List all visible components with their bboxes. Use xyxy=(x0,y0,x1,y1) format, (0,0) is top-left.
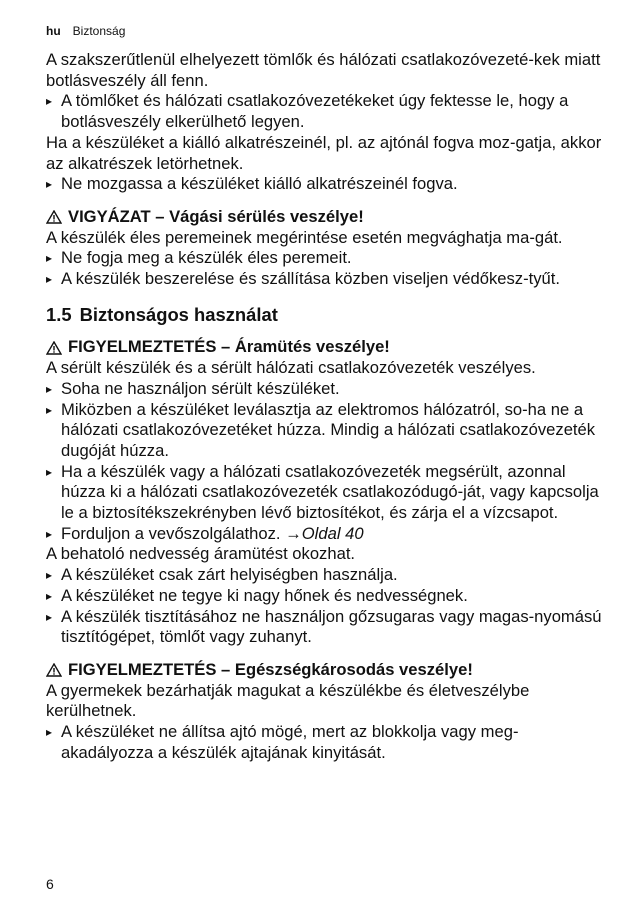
bullet-text: Forduljon a vevőszolgálathoz. xyxy=(61,523,281,543)
bullet-item: ▸ A készüléket ne tegye ki nagy hőnek és nedvességnek. xyxy=(46,586,604,607)
bullet-item: ▸ A készüléket csak zárt helyiségben használja. xyxy=(46,565,604,586)
language-code: hu xyxy=(46,24,61,38)
warning-triangle-icon xyxy=(46,210,62,224)
paragraph: A sérült készülék és a sérült hálózati csatlakozóvezeték veszélyes. xyxy=(46,358,536,378)
warning-triangle-icon xyxy=(46,663,62,677)
warning-title: FIGYELMEZTETÉS – Áramütés veszélye! xyxy=(68,337,390,357)
section-title: Biztonságos használat xyxy=(79,303,278,325)
bullet-item: ▸ Soha ne használjon sérült készüléket. xyxy=(46,379,604,400)
paragraph: A behatoló nedvesség áramütést okozhat. xyxy=(46,544,356,564)
page-reference-link[interactable]: →Oldal 40 xyxy=(285,523,364,543)
paragraph: A készülék éles peremeinek megérintése esetén megvághatja ma-gát. xyxy=(46,227,563,247)
bullet-item: ▸ Ne fogja meg a készülék éles peremeit. xyxy=(46,248,604,269)
bullet-item: ▸ Ha a készülék vagy a hálózati csatlakozóvezeték megsérült, azonnal húzza ki a hálózati csatlakozóvezeték csatlakozódugó-ját, vagy kapcsolja le a biztosítékszekrényben lévő biztosítékot, és zárja el a vízcsapot. xyxy=(46,462,604,524)
page-content xyxy=(46,50,604,764)
bullet-item: ▸ A készüléket ne állítsa ajtó mögé, mert az blokkolja vagy meg-akadályozza a készülék ajtajának kinyitását. xyxy=(46,722,604,763)
paragraph: Ha a készüléket a kiálló alkatrészeinél, pl. az ajtónál fogva moz-gatja, akkor az alkatrészek letörhetnek. xyxy=(46,132,602,173)
bullet-item: ▸ A tömlőket és hálózati csatlakozóvezetékeket úgy fektesse le, hogy a botlásveszély elkerülhető legyen. xyxy=(46,91,604,132)
bullet-item: ▸ A készülék beszerelése és szállítása közben viseljen védőkesz-tyűt. xyxy=(46,269,604,290)
warning-heading xyxy=(46,660,604,681)
warning-triangle-icon xyxy=(46,341,62,355)
section-heading xyxy=(46,305,604,326)
paragraph: A gyermekek bezárhatják magukat a készülékbe és életveszélybe kerülhetnek. xyxy=(46,680,530,721)
warning-heading xyxy=(46,337,604,358)
paragraph: A szakszerűtlenül elhelyezett tömlők és hálózati csatlakozóvezeté-kek miatt botlásveszély áll fenn. xyxy=(46,50,601,90)
warning-heading xyxy=(46,207,604,228)
bullet-item xyxy=(46,524,604,545)
warning-title: FIGYELMEZTETÉS – Egészségkárosodás veszélye! xyxy=(68,659,473,679)
section-number: 1.5 xyxy=(46,303,72,325)
bullet-item: ▸ Ne mozgassa a készüléket kiálló alkatrészeinél fogva. xyxy=(46,174,604,195)
page-header xyxy=(46,24,125,38)
header-section: Biztonság xyxy=(72,24,126,38)
bullet-item: ▸ Miközben a készüléket leválasztja az elektromos hálózatról, so-ha ne a hálózati csatlakozóvezetéket húzza. Mindig a hálózati csatlakozóvezeték dugóját húzza. xyxy=(46,400,604,462)
page-number: 6 xyxy=(46,876,54,892)
warning-title: VIGYÁZAT – Vágási sérülés veszélye! xyxy=(68,206,364,226)
bullet-item: ▸ A készülék tisztításához ne használjon gőzsugaras vagy magas-nyomású tisztítógépet, tömlőt vagy zuhanyt. xyxy=(46,607,604,648)
